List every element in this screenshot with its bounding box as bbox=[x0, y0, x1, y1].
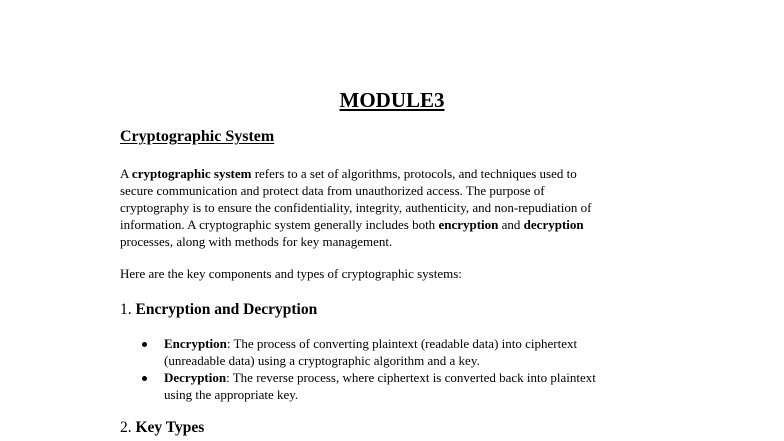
intro-line bbox=[120, 165, 660, 182]
subheading-title: Encryption and Decryption bbox=[135, 301, 318, 318]
module-title: MODULE3 bbox=[339, 88, 445, 112]
bullet-line: (unreadable data) using a cryptographic algorithm and a key. bbox=[164, 353, 480, 368]
bold-term: Decryption bbox=[164, 370, 227, 385]
intro-line: cryptography is to ensure the confidentiality, integrity, authenticity, and non-repudiation of bbox=[120, 200, 592, 215]
section-heading: Cryptographic System bbox=[120, 128, 275, 145]
bold-term: decryption bbox=[523, 217, 584, 232]
bold-term: cryptographic system bbox=[131, 166, 252, 181]
intro-line: secure communication and protect data from unauthorized access. The purpose of bbox=[120, 183, 545, 198]
intro-line: processes, along with methods for key management. bbox=[120, 234, 393, 249]
bold-term: Encryption bbox=[164, 336, 227, 351]
subheading-title: Key Types bbox=[135, 419, 205, 436]
bold-term: encryption bbox=[438, 217, 499, 232]
text-run: and bbox=[498, 217, 524, 232]
list-item-decryption bbox=[120, 369, 660, 403]
bullet-line: using the appropriate key. bbox=[164, 387, 299, 402]
intro-paragraph bbox=[120, 165, 660, 250]
intro-line bbox=[120, 216, 660, 233]
lead-paragraph bbox=[120, 265, 660, 282]
text-run: refers to a set of algorithms, protocols, and techniques used to bbox=[251, 166, 577, 181]
bullet-line bbox=[164, 335, 660, 352]
lead-line: Here are the key components and types of cryptographic systems: bbox=[120, 266, 462, 281]
subheading-number: 1. bbox=[120, 301, 136, 318]
text-run: : The process of converting plaintext (readable data) into ciphertext bbox=[226, 336, 578, 351]
text-run: : The reverse process, where ciphertext is converted back into plaintext bbox=[226, 370, 596, 385]
bullet-line bbox=[164, 369, 660, 386]
list-item-encryption bbox=[120, 335, 660, 369]
subheading-key-types bbox=[120, 418, 204, 438]
bullet-dot-icon bbox=[142, 342, 147, 347]
bullet-list bbox=[120, 335, 660, 403]
subheading-encryption-decryption bbox=[120, 300, 317, 320]
text-run: information. A cryptographic system generally includes both bbox=[120, 217, 439, 232]
text-run: A bbox=[120, 166, 132, 181]
bullet-dot-icon bbox=[142, 376, 147, 381]
subheading-number: 2. bbox=[120, 419, 136, 436]
